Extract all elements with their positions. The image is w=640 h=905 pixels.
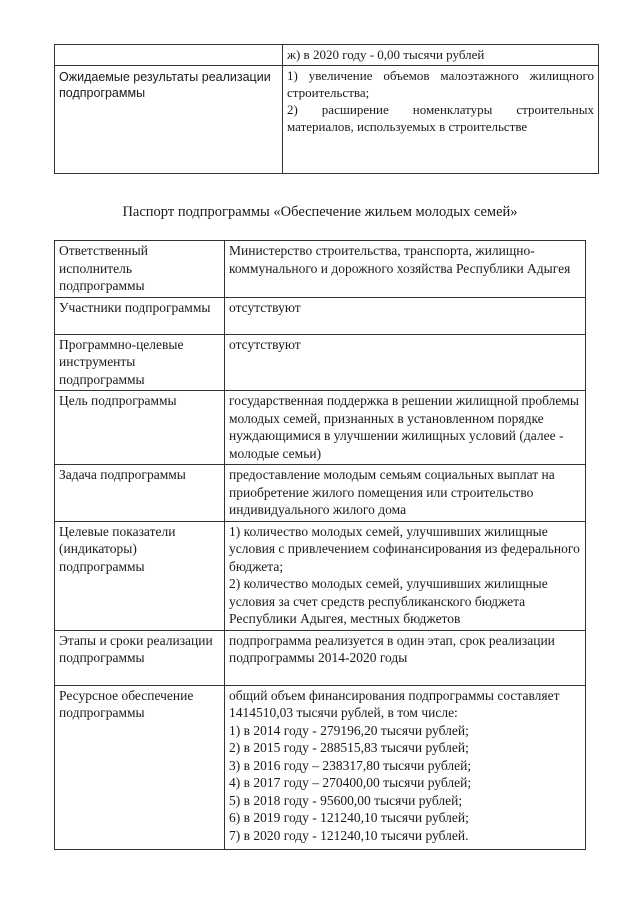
table-row bbox=[55, 465, 586, 522]
value-line: отсутствуют bbox=[229, 299, 301, 315]
value-line: Министерство строительства, транспорта, жилищно-коммунального и дорожного хозяйства Республики Адыгея bbox=[229, 243, 571, 276]
table-row bbox=[55, 334, 586, 391]
value-line: 3) в 2016 году – 238317,80 тысячи рублей; bbox=[229, 757, 472, 773]
value-line: 1) в 2014 году - 279196,20 тысячи рублей; bbox=[229, 722, 469, 738]
row-label: Целевые показатели (индикаторы) подпрограммы bbox=[55, 521, 225, 630]
top-table bbox=[54, 44, 599, 174]
page-title: Паспорт подпрограммы «Обеспечение жильем молодых семей» bbox=[122, 204, 518, 220]
row-label: Задача подпрограммы bbox=[55, 465, 225, 522]
row-value bbox=[225, 334, 586, 391]
row-label: Участники подпрограммы bbox=[55, 297, 225, 334]
value-line: 4) в 2017 году – 270400,00 тысячи рублей; bbox=[229, 775, 472, 790]
row-label: Программно-целевые инструменты подпрограммы bbox=[55, 334, 225, 391]
row-value bbox=[225, 465, 586, 522]
table-row bbox=[55, 66, 599, 174]
row-value bbox=[283, 45, 599, 66]
table-row bbox=[55, 241, 586, 298]
row-label: Ответственный исполнитель подпрограммы bbox=[55, 241, 225, 298]
table-row bbox=[55, 521, 586, 630]
row-label: Этапы и сроки реализации подпрограммы bbox=[55, 630, 225, 685]
value-line: 7) в 2020 году - 121240,10 тысячи рублей. bbox=[229, 827, 469, 843]
value-line: 5) в 2018 году - 95600,00 тысячи рублей; bbox=[229, 792, 463, 808]
value-line: подпрограмма реализуется в один этап, срок реализации подпрограммы 2014-2020 годы bbox=[229, 632, 555, 665]
row-value bbox=[225, 241, 586, 298]
value-line: общий объем финансирования подпрограммы составляет 1414510,03 тысячи рублей, в том числе: bbox=[229, 687, 560, 720]
row-value bbox=[225, 297, 586, 334]
row-value bbox=[225, 685, 586, 849]
row-value bbox=[283, 66, 599, 174]
value-line: 1) количество молодых семей, улучшивших жилищные условия с привлечением софинансирования из федерального бюджета; bbox=[229, 523, 580, 574]
value-line: отсутствуют bbox=[229, 336, 301, 352]
value-line: 2) количество молодых семей, улучшивших жилищные условия за счет средств республиканского бюджета Республики Адыгея, местных бюджетов bbox=[229, 576, 548, 626]
table-row bbox=[55, 685, 586, 849]
value-line: 1) увеличение объемов малоэтажного жилищного строительства; bbox=[287, 68, 594, 100]
table-row bbox=[55, 630, 586, 685]
row-label bbox=[55, 45, 283, 66]
value-line: 6) в 2019 году - 121240,10 тысячи рублей; bbox=[229, 810, 469, 825]
row-value bbox=[225, 521, 586, 630]
table-row bbox=[55, 391, 586, 465]
row-label: Цель подпрограммы bbox=[55, 391, 225, 465]
table-row bbox=[55, 45, 599, 66]
row-label: Ожидаемые результаты реализации подпрограммы bbox=[55, 66, 283, 174]
value-line: ж) в 2020 году - 0,00 тысячи рублей bbox=[287, 47, 485, 62]
passport-table bbox=[54, 240, 586, 850]
row-value bbox=[225, 630, 586, 685]
value-line: 2) в 2015 году - 288515,83 тысячи рублей; bbox=[229, 740, 469, 755]
table-row bbox=[55, 297, 586, 334]
row-value bbox=[225, 391, 586, 465]
row-label: Ресурсное обеспечение подпрограммы bbox=[55, 685, 225, 849]
value-line: 2) расширение номенклатуры строительных материалов, используемых в строительстве bbox=[287, 102, 594, 134]
value-line: предоставление молодым семьям социальных выплат на приобретение жилого помещения или строительство индивидуального жилого дома bbox=[229, 467, 555, 517]
value-line: государственная поддержка в решении жилищной проблемы молодых семей, признанных в установленном порядке нуждающимися в улучшении жилищных условий (далее - молодые семьи) bbox=[229, 393, 579, 461]
